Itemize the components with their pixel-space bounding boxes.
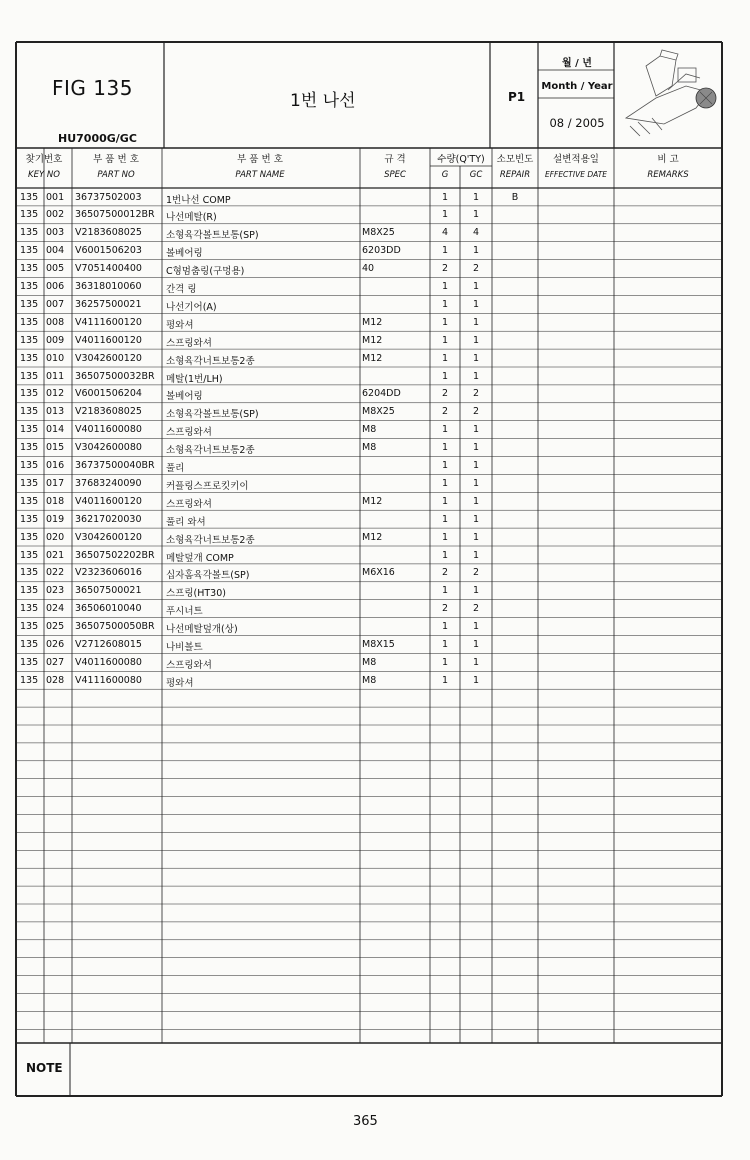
cell-gc: 1: [472, 442, 480, 454]
cell-g: 1: [441, 334, 449, 346]
cell-fig: 135: [20, 477, 39, 489]
cell-part-no: V4011600120: [75, 495, 142, 507]
cell-fig: 135: [20, 460, 39, 471]
cell-name: 스프링와셔: [166, 427, 212, 439]
cell-fig: 135: [20, 263, 39, 275]
cell-fig: 135: [20, 424, 39, 436]
cell-gc: 1: [472, 674, 480, 686]
col-partname-kr: 부 품 번 호: [237, 154, 283, 165]
cell-part-no: 37683240090: [75, 477, 142, 489]
cell-name: 간격 링: [166, 284, 197, 295]
cell-key: 005: [46, 263, 65, 275]
cell-key: 013: [46, 406, 65, 418]
cell-gc: 1: [472, 209, 480, 221]
cell-fig: 135: [20, 316, 39, 328]
col-partname-en: PART NAME: [235, 170, 285, 180]
cell-g: 1: [441, 352, 449, 364]
cell-key: 004: [46, 245, 65, 257]
cell-part-no: V4011600120: [75, 334, 142, 346]
cell-g: 1: [441, 370, 449, 382]
cell-gc: 2: [472, 388, 480, 400]
col-remarks-kr: 비 고: [657, 154, 679, 165]
cell-fig: 135: [20, 513, 39, 525]
cell-fig: 135: [20, 549, 39, 561]
cell-spec: M8: [362, 674, 377, 686]
cell-gc: 1: [472, 298, 480, 310]
cell-key: 018: [46, 495, 65, 507]
cell-gc: 1: [472, 639, 480, 650]
cell-name: 커플링스프로킷키이: [166, 480, 249, 492]
cell-g: 4: [441, 227, 449, 239]
cell-name: 소형육각너트보통2종: [166, 534, 255, 546]
cell-gc: 1: [472, 549, 480, 561]
cell-g: 1: [441, 585, 449, 597]
cell-gc: 1: [472, 316, 480, 328]
cell-part-no: V4011600080: [75, 424, 142, 436]
cell-gc: 1: [472, 352, 480, 364]
cell-spec: M12: [362, 316, 383, 328]
cell-part-no: 36507500032BR: [75, 370, 155, 382]
cell-part-no: 36257500021: [75, 298, 142, 310]
cell-gc: 1: [472, 370, 480, 382]
cell-fig: 135: [20, 603, 39, 615]
cell-name: 평와셔: [166, 677, 194, 689]
cell-part-no: 36507500021: [75, 585, 142, 597]
cell-g: 2: [441, 603, 449, 615]
cell-gc: 2: [472, 603, 480, 615]
cell-part-no: V7051400400: [75, 263, 142, 275]
page-number: 365: [353, 1114, 378, 1129]
cell-key: 020: [46, 531, 65, 543]
cell-g: 1: [441, 442, 449, 454]
cell-fig: 135: [20, 567, 39, 579]
cell-spec: 6203DD: [362, 245, 401, 257]
cell-name: C형멈춤링(구멍용): [166, 266, 245, 278]
cell-gc: 1: [472, 334, 480, 346]
cell-name: 소형육각볼트보통(SP): [166, 230, 259, 242]
cell-g: 2: [441, 388, 449, 400]
cell-g: 1: [441, 639, 449, 650]
cell-fig: 135: [20, 298, 39, 310]
col-qty-gc: GC: [469, 170, 483, 180]
cell-key: 008: [46, 316, 65, 328]
cell-g: 2: [441, 406, 449, 418]
cell-g: 1: [441, 495, 449, 507]
cell-key: 012: [46, 388, 65, 400]
cell-key: 016: [46, 460, 65, 471]
cell-spec: M12: [362, 531, 383, 543]
cell-part-no: 36318010060: [75, 281, 142, 292]
cell-name: 스프링와셔: [166, 337, 212, 349]
cell-gc: 2: [472, 567, 480, 579]
cell-name: 나선메탈(R): [166, 212, 217, 224]
col-partno-en: PART NO: [97, 170, 135, 180]
cell-key: 021: [46, 549, 65, 561]
cell-key: 014: [46, 424, 65, 436]
cell-key: 027: [46, 656, 65, 668]
cell-gc: 1: [472, 191, 480, 203]
note-label: NOTE: [26, 1061, 63, 1075]
cell-part-no: 36737500040BR: [75, 460, 155, 471]
cell-g: 1: [441, 621, 449, 633]
cell-spec: M12: [362, 352, 383, 364]
cell-g: 2: [441, 263, 449, 275]
cell-name: 풀리: [166, 463, 185, 474]
cell-name: 소형육각볼트보통(SP): [166, 409, 259, 421]
cell-part-no: 36507502202BR: [75, 549, 155, 561]
cell-g: 1: [441, 245, 449, 257]
cell-g: 1: [441, 281, 449, 292]
cell-fig: 135: [20, 209, 39, 221]
cell-spec: 40: [362, 263, 375, 275]
cell-g: 1: [441, 209, 449, 221]
month-year-kr: 월 / 년: [562, 58, 592, 69]
cell-name: 나비볼트: [166, 642, 203, 653]
cell-g: 1: [441, 477, 449, 489]
col-partno-kr: 부 품 번 호: [93, 154, 139, 165]
cell-fig: 135: [20, 227, 39, 239]
cell-key: 011: [46, 370, 65, 382]
cell-gc: 2: [472, 406, 480, 418]
page-title: 1번 나선: [290, 91, 356, 111]
cell-key: 023: [46, 585, 65, 597]
page-code: P1: [508, 90, 526, 104]
col-spec-en: SPEC: [384, 170, 406, 180]
cell-key: 009: [46, 334, 65, 346]
cell-g: 1: [441, 513, 449, 525]
col-repair-en: REPAIR: [499, 170, 531, 180]
cell-fig: 135: [20, 585, 39, 597]
cell-part-no: V6001506203: [75, 245, 142, 257]
cell-fig: 135: [20, 406, 39, 418]
cell-fig: 135: [20, 352, 39, 364]
cell-gc: 1: [472, 281, 480, 292]
cell-gc: 1: [472, 585, 480, 597]
cell-name: 1번나선 COMP: [166, 194, 231, 206]
cell-fig: 135: [20, 531, 39, 543]
col-effective-kr: 설변적용일: [553, 154, 599, 165]
model-code: HU7000G/GC: [58, 132, 137, 145]
cell-part-no: 36217020030: [75, 513, 142, 525]
cell-key: 010: [46, 352, 65, 364]
cell-gc: 1: [472, 477, 480, 489]
cell-fig: 135: [20, 621, 39, 633]
cell-name: 풀리 와셔: [166, 516, 206, 528]
cell-part-no: V3042600120: [75, 352, 142, 364]
cell-spec: M12: [362, 495, 383, 507]
cell-gc: 1: [472, 460, 480, 471]
cell-key: 015: [46, 442, 65, 454]
cell-part-no: V2712608015: [75, 639, 142, 650]
cell-g: 1: [441, 549, 449, 561]
cell-part-no: V4111600120: [75, 316, 142, 328]
cell-key: 003: [46, 227, 65, 239]
cell-fig: 135: [20, 281, 39, 292]
cell-part-no: 36506010040: [75, 603, 142, 615]
cell-fig: 135: [20, 334, 39, 346]
cell-name: 메탈(1번/LH): [166, 373, 223, 385]
cell-fig: 135: [20, 442, 39, 454]
cell-g: 1: [441, 424, 449, 436]
cell-spec: M6X16: [362, 567, 395, 579]
cell-name: 볼베어링: [166, 248, 203, 260]
cell-key: 006: [46, 281, 65, 292]
cell-part-no: V2183608025: [75, 227, 142, 239]
cell-name: 나선기어(A): [166, 301, 217, 313]
cell-key: 002: [46, 209, 65, 221]
cell-part-no: 36507500050BR: [75, 621, 155, 633]
cell-key: 026: [46, 639, 65, 650]
cell-name: 나선메탈덮개(상): [166, 624, 238, 636]
cell-g: 1: [441, 674, 449, 686]
cell-part-no: V3042600120: [75, 531, 142, 543]
cell-repair: B: [511, 191, 519, 203]
col-effective-en: EFFECTIVE DATE: [544, 170, 608, 179]
cell-name: 볼베어링: [166, 391, 203, 403]
cell-gc: 1: [472, 621, 480, 633]
cell-fig: 135: [20, 639, 39, 650]
cell-fig: 135: [20, 245, 39, 257]
cell-part-no: 36507500012BR: [75, 209, 155, 221]
cell-gc: 1: [472, 531, 480, 543]
cell-key: 025: [46, 621, 65, 633]
col-key-en: KEY NO: [28, 170, 60, 180]
cell-name: 스프링와셔: [166, 659, 212, 671]
cell-gc: 1: [472, 513, 480, 525]
cell-g: 1: [441, 531, 449, 543]
cell-fig: 135: [20, 388, 39, 400]
cell-spec: M8: [362, 424, 377, 436]
cell-spec: 6204DD: [362, 388, 401, 400]
cell-spec: M8X15: [362, 639, 395, 650]
cell-g: 1: [441, 316, 449, 328]
cell-key: 028: [46, 674, 65, 686]
col-qty-kr: 수량(Q'TY): [437, 154, 485, 165]
cell-part-no: V6001506204: [75, 388, 142, 400]
cell-part-no: V2183608025: [75, 406, 142, 418]
cell-spec: M12: [362, 334, 383, 346]
cell-fig: 135: [20, 656, 39, 668]
cell-spec: M8X25: [362, 406, 395, 418]
cell-fig: 135: [20, 674, 39, 686]
col-key-kr: 찾기번호: [25, 154, 63, 165]
col-qty-g: G: [441, 170, 449, 180]
col-spec-kr: 규 격: [384, 154, 406, 165]
cell-spec: M8X25: [362, 227, 395, 239]
cell-part-no: V4011600080: [75, 656, 142, 668]
cell-part-no: 36737502003: [75, 191, 142, 203]
cell-fig: 135: [20, 191, 39, 203]
cell-gc: 4: [472, 227, 480, 239]
cell-g: 1: [441, 191, 449, 203]
cell-key: 017: [46, 477, 65, 489]
cell-gc: 2: [472, 263, 480, 275]
fig-number: FIG 135: [52, 76, 133, 100]
cell-part-no: V2323606016: [75, 567, 142, 579]
cell-name: 평와셔: [166, 319, 194, 331]
cell-name: 소형육각너트보통2종: [166, 445, 255, 457]
cell-gc: 1: [472, 656, 480, 668]
cell-spec: M8: [362, 656, 377, 668]
cell-name: 십자홈육각볼트(SP): [166, 570, 250, 582]
cell-name: 푸시너트: [166, 606, 203, 618]
cell-fig: 135: [20, 495, 39, 507]
revision-date: 08 / 2005: [549, 116, 605, 130]
cell-part-no: V3042600080: [75, 442, 142, 454]
cell-g: 1: [441, 298, 449, 310]
cell-spec: M8: [362, 442, 377, 454]
cell-part-no: V4111600080: [75, 674, 142, 686]
cell-g: 1: [441, 460, 449, 471]
cell-key: 007: [46, 298, 65, 310]
cell-gc: 1: [472, 245, 480, 257]
cell-name: 스프링(HT30): [166, 588, 226, 600]
parts-list-sheet: [14, 40, 724, 1098]
cell-key: 001: [46, 191, 65, 203]
assembly-sketch-icon: [616, 46, 720, 142]
cell-key: 024: [46, 603, 65, 615]
cell-key: 022: [46, 567, 65, 579]
cell-g: 1: [441, 656, 449, 668]
cell-key: 019: [46, 513, 65, 525]
month-year-en: Month / Year: [541, 81, 613, 92]
cell-name: 스프링와셔: [166, 498, 212, 510]
cell-name: 소형육각너트보통2종: [166, 355, 255, 367]
cell-gc: 1: [472, 495, 480, 507]
col-remarks-en: REMARKS: [647, 170, 689, 180]
cell-name: 메탈덮개 COMP: [166, 552, 234, 564]
cell-gc: 1: [472, 424, 480, 436]
cell-fig: 135: [20, 370, 39, 382]
cell-g: 2: [441, 567, 449, 579]
col-repair-kr: 소모빈도: [496, 154, 534, 165]
